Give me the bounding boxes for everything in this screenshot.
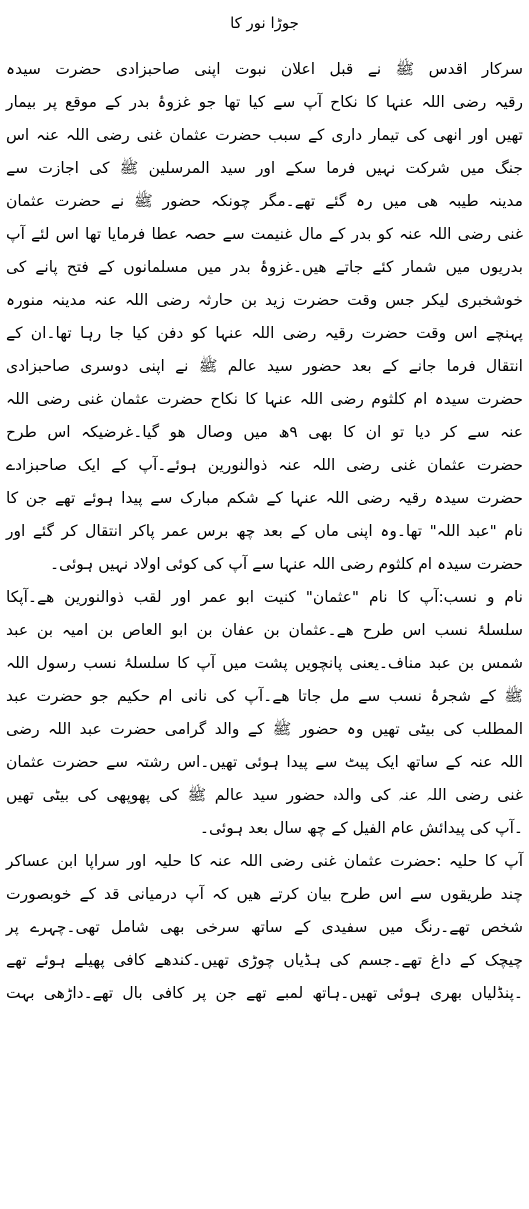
text-line: ۔پنڈلیاں بھری ہوئی تھیں۔ہاتھ لمبے تھے جن پر کافی بال تھے۔داڑھی بہت: [6, 984, 523, 1002]
text-line: آپ کا حلیہ :حضرت عثمان غنی رضی اللہ عنہ کا حلیہ اور سراپا ابن عساکر: [6, 852, 523, 870]
text-line: بدریوں میں شمار کئے جاتے ھیں۔غزوۂ بدر میں مسلمانوں کے فتح پانے کی: [6, 258, 523, 276]
text-line: عنہ سے کر دیا تو ان کا بھی ۹ھ میں وصال ھو گیا۔غرضیکہ اس طرح: [6, 423, 523, 441]
text-line: حضرت سیدہ ام کلثوم رضی اللہ عنہا سے آپ کی کوئی اولاد نہیں ہوئی۔: [49, 555, 523, 573]
text-line: انتقال فرما جانے کے بعد حضور سید عالم ﷺ نے اپنی دوسری صاحبزادی: [6, 357, 523, 375]
document-title: جوڑا نور کا: [230, 14, 299, 32]
text-line: غنی رضی اللہ عنہ کو بدر کے مال غنیمت سے حصہ عطا فرمایا تھا اس لئے آپ: [6, 225, 523, 243]
text-line: حضرت سیدہ ام کلثوم رضی اللہ عنہا کا نکاح حضرت عثمان غنی رضی اللہ: [6, 390, 523, 408]
text-line: تھیں اور انھی کی تیمار داری کے سبب حضرت عثمان غنی رضی اللہ عنہ اس: [6, 126, 523, 144]
text-line: سلسلۂ نسب اس طرح ھے۔عثمان بن عفان بن ابو العاص بن امیہ بن عبد: [6, 621, 523, 639]
text-line: جنگ میں شرکت نہیں فرما سکے اور سید المرسلین ﷺ کی اجازت سے: [6, 159, 523, 177]
text-line: چیچک کے داغ تھے۔جسم کی ہڈیاں چوڑی تھیں۔کندھے کافی پھیلے ہوئے تھے: [6, 951, 523, 969]
text-line: خوشخبری لیکر جس وقت حضرت زید بن حارثہ رضی اللہ عنہ مدینہ منورہ: [6, 291, 523, 309]
text-line: مدینہ طیبہ ھی میں رہ گئے تھے۔مگر چونکہ حضور ﷺ نے حضرت عثمان: [6, 192, 523, 210]
document-page: [6, 0, 523, 1209]
text-line: ﷺ کے شجرۂ نسب سے مل جاتا ھے۔آپ کی نانی ام حکیم جو حضرت عبد: [6, 687, 523, 705]
text-line: ۔آپ کی پیدائش عام الفیل کے چھ سال بعد ہوئی۔: [199, 819, 523, 837]
text-line: نام "عبد اللہ" تھا۔وہ اپنی ماں کے بعد چھ برس عمر پاکر انتقال کر گئے اور: [6, 522, 523, 540]
text-line: حضرت سیدہ رقیہ رضی اللہ عنہا کے شکم مبارک سے پیدا ہوئے تھے جن کا: [6, 489, 523, 507]
text-line: اللہ عنہ کے ساتھ ایک پیٹ سے پیدا ہوئی تھیں۔اس رشتہ سے حضرت عثمان: [6, 753, 523, 771]
text-line: سرکار اقدس ﷺ نے قبل اعلان نبوت اپنی صاحبزادی حضرت سیدہ: [6, 60, 523, 78]
text-line: شمس بن عبد مناف۔یعنی پانچویں پشت میں آپ کا سلسلۂ نسب رسول اللہ: [6, 654, 523, 672]
text-line: شخص تھے۔رنگ میں سفیدی کے ساتھ سرخی بھی شامل تھی۔چہرے پر: [6, 918, 523, 936]
text-line: غنی رضی اللہ عنہ کی والدہ حضور سید عالم ﷺ کی پھوپھی کی بیٹی تھیں: [6, 786, 523, 804]
text-line: نام و نسب:آپ کا نام "عثمان" کنیت ابو عمر اور لقب ذوالنورین ھے۔آپکا: [6, 588, 523, 606]
text-line: المطلب کی بیٹی تھیں وہ حضور ﷺ کے والد گرامی حضرت عبد اللہ رضی: [6, 720, 523, 738]
text-line: رقیہ رضی اللہ عنہا کا نکاح آپ سے کیا تھا جو غزوۂ بدر کے موقع پر بیمار: [6, 93, 523, 111]
text-line: حضرت عثمان غنی رضی اللہ عنہ ذوالنورین ہوئے۔آپ کے ایک صاحبزادے: [6, 456, 523, 474]
text-line: چند طریقوں سے اس طرح بیان کرتے ھیں کہ آپ درمیانی قد کے خوبصورت: [6, 885, 523, 903]
text-line: پہنچے اس وقت حضرت رقیہ رضی اللہ عنہا کو دفن کیا جا رہا تھا۔ان کے: [6, 324, 523, 342]
